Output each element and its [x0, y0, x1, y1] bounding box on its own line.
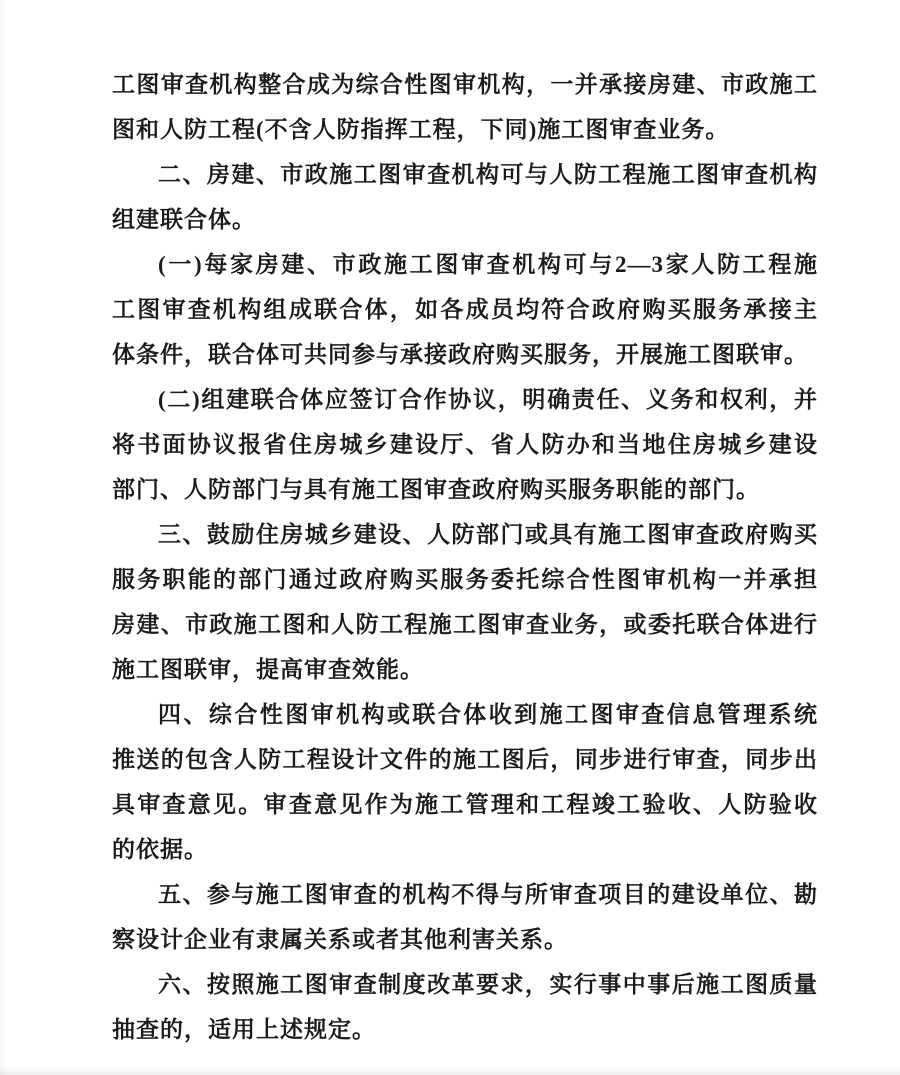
document-line: 工图审查机构组成联合体，如各成员均符合政府购买服务承接主 — [112, 297, 818, 322]
document-text-block — [112, 62, 818, 1052]
document-line: 五、参与施工图审查的机构不得与所审查项目的建设单位、勘 — [158, 882, 818, 907]
document-line: 抽查的，适用上述规定。 — [112, 1017, 376, 1042]
document-line: 部门、人防部门与具有施工图审查政府购买服务职能的部门。 — [112, 477, 760, 502]
document-line: 具审查意见。审查意见作为施工管理和工程竣工验收、人防验收 — [112, 792, 818, 817]
document-line: (一)每家房建、市政施工图审查机构可与2—3家人防工程施 — [158, 252, 818, 277]
document-line: 的依据。 — [112, 837, 208, 862]
document-line: 六、按照施工图审查制度改革要求，实行事中事后施工图质量 — [158, 972, 818, 997]
document-line: (二)组建联合体应签订合作协议，明确责任、义务和权利，并 — [158, 387, 818, 412]
document-line: 将书面协议报省住房城乡建设厅、省人防办和当地住房城乡建设 — [112, 432, 818, 457]
document-line: 三、鼓励住房城乡建设、人防部门或具有施工图审查政府购买 — [158, 522, 818, 547]
document-line: 组建联合体。 — [112, 207, 256, 232]
document-line: 房建、市政施工图和人防工程施工图审查业务，或委托联合体进行 — [112, 612, 818, 637]
document-line: 察设计企业有隶属关系或者其他利害关系。 — [112, 927, 568, 952]
document-line: 服务职能的部门通过政府购买服务委托综合性图审机构一并承担 — [112, 567, 818, 592]
document-line: 四、综合性图审机构或联合体收到施工图审查信息管理系统 — [158, 702, 818, 727]
scan-bottom-edge-artifact — [0, 1066, 900, 1075]
scan-left-edge-artifact — [0, 0, 6, 1075]
document-line: 图和人防工程(不含人防指挥工程，下同)施工图审查业务。 — [112, 117, 730, 142]
document-line: 推送的包含人防工程设计文件的施工图后，同步进行审查，同步出 — [112, 747, 818, 772]
document-line: 体条件，联合体可共同参与承接政府购买服务，开展施工图联审。 — [112, 342, 808, 367]
document-line: 工图审查机构整合成为综合性图审机构，一并承接房建、市政施工 — [112, 72, 818, 97]
document-line: 二、房建、市政施工图审查机构可与人防工程施工图审查机构 — [158, 162, 818, 187]
document-line: 施工图联审，提高审查效能。 — [112, 657, 424, 682]
